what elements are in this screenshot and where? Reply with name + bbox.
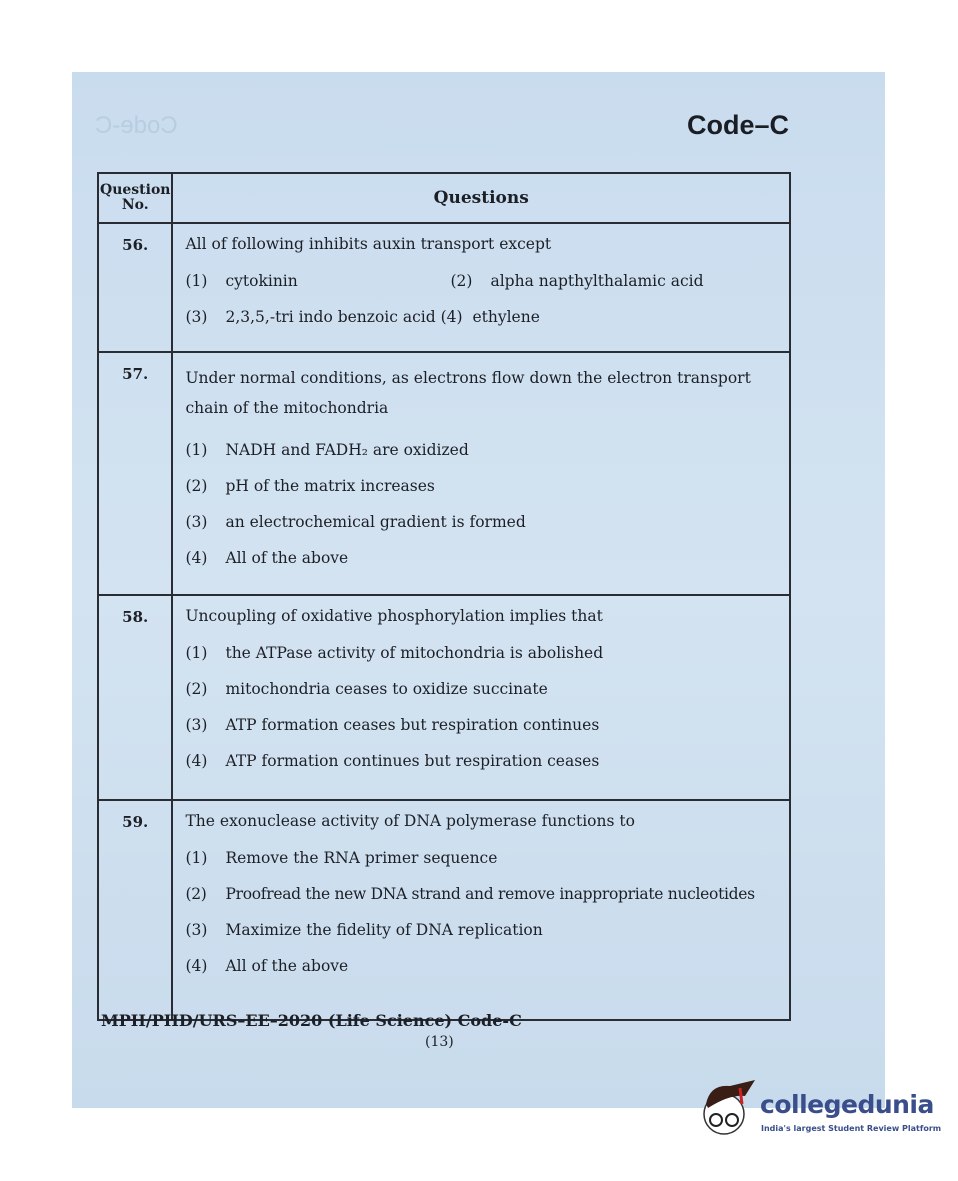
page-number: (13) [425,1034,454,1050]
option: (4) All of the above [185,549,349,567]
option: (2) Proofread the new DNA strand and remove inappropriate nucleotides [185,885,755,903]
question-number: 57. [98,352,172,595]
questions-table [97,172,791,1021]
option: (1) Remove the RNA primer sequence [185,849,498,867]
question-row [98,223,790,352]
question-text: Uncoupling of oxidative phosphorylation implies that [185,607,603,625]
option: (3) 2,3,5,-tri indo benzoic acid (4) ethylene [185,308,540,326]
question-row [98,595,790,800]
column-header-number: Question No. [98,173,172,223]
option: (3) ATP formation ceases but respiration continues [185,716,600,734]
column-header-questions: Questions [172,173,790,223]
question-number: 59. [98,800,172,1020]
option: (2) alpha napthylthalamic acid [450,272,704,290]
question-number: 56. [98,223,172,352]
option: (4) All of the above [185,957,349,975]
watermark-brand: collegedunia [760,1090,934,1119]
option: (2) pH of the matrix increases [185,477,435,495]
watermark-tagline: India's largest Student Review Platform [761,1124,942,1133]
option: (1) NADH and FADH₂ are oxidized [185,441,469,459]
question-row [98,352,790,595]
collegedunia-mascot-icon [700,1074,760,1144]
option: (4) ATP formation continues but respiration ceases [185,752,600,770]
option: (3) Maximize the fidelity of DNA replication [185,921,543,939]
paper-code: Code–C [687,110,790,140]
question-row [98,800,790,1020]
option: (1) cytokinin [185,272,298,290]
footer-code: MPH/PHD/URS–EE–2020 (Life Science) Code-C [101,1011,522,1030]
option: (3) an electrochemical gradient is formed [185,513,526,531]
question-text: Under normal conditions, as electrons flow down the electron transport chain of the mitochondria [185,369,751,417]
question-text: All of following inhibits auxin transport except [185,235,552,253]
question-number: 58. [98,595,172,800]
question-text: The exonuclease activity of DNA polymerase functions to [185,812,635,830]
option: (2) mitochondria ceases to oxidize succinate [185,680,548,698]
option: (1) the ATPase activity of mitochondria is abolished [185,644,604,662]
bleed-through-code: Code-C [95,112,178,139]
